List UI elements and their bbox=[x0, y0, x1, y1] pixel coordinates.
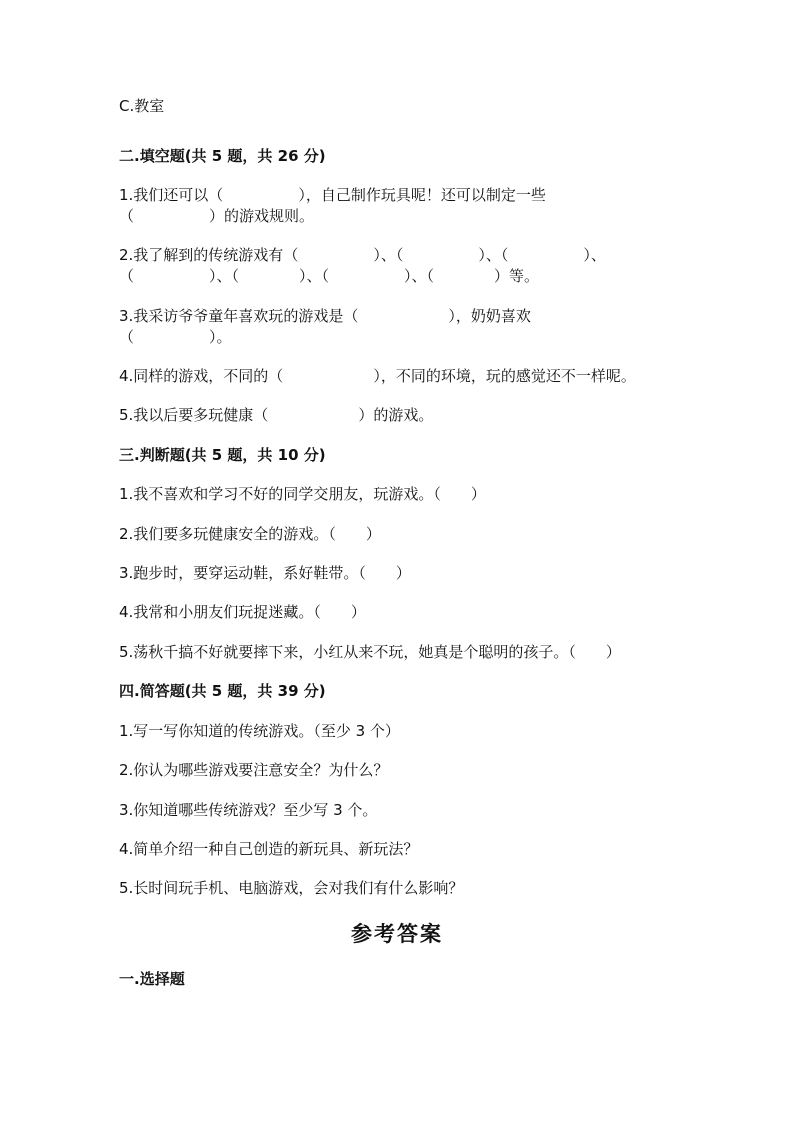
fill-q3-line2: （ ）。 bbox=[119, 328, 232, 346]
fill-q4: 4.同样的游戏，不同的（ ），不同的环境，玩的感觉还不一样呢。 bbox=[119, 367, 636, 385]
fill-q1-line1: 1.我们还可以（ ），自己制作玩具呢！还可以制定一些 bbox=[119, 186, 546, 204]
short-q4: 4.简单介绍一种自己创造的新玩具、新玩法？ bbox=[119, 840, 419, 858]
short-q2: 2.你认为哪些游戏要注意安全？为什么？ bbox=[119, 761, 389, 779]
answers-section1-heading: 一.选择题 bbox=[119, 970, 185, 988]
fill-q3-line1: 3.我采访爷爷童年喜欢玩的游戏是（ ），奶奶喜欢 bbox=[119, 307, 531, 325]
judge-q1: 1.我不喜欢和学习不好的同学交朋友，玩游戏。（ ） bbox=[119, 485, 486, 503]
choice-option-c: C.教室 bbox=[119, 97, 165, 115]
short-q5: 5.长时间玩手机、电脑游戏，会对我们有什么影响？ bbox=[119, 879, 464, 897]
fill-q2-line1: 2.我了解到的传统游戏有（ ）、（ ）、（ ）、 bbox=[119, 246, 606, 264]
short-q1: 1.写一写你知道的传统游戏。（至少 3 个） bbox=[119, 722, 400, 740]
short-section-heading: 四.简答题(共 5 题，共 39 分) bbox=[119, 682, 326, 700]
judge-q4: 4.我常和小朋友们玩捉迷藏。（ ） bbox=[119, 603, 366, 621]
fill-q5: 5.我以后要多玩健康（ ）的游戏。 bbox=[119, 406, 434, 424]
judge-q2: 2.我们要多玩健康安全的游戏。（ ） bbox=[119, 525, 381, 543]
fill-section-heading: 二.填空题(共 5 题，共 26 分) bbox=[119, 147, 326, 165]
answers-title: 参考答案 bbox=[351, 921, 443, 946]
judge-q3: 3.跑步时，要穿运动鞋，系好鞋带。（ ） bbox=[119, 564, 411, 582]
short-q3: 3.你知道哪些传统游戏？至少写 3 个。 bbox=[119, 801, 378, 819]
judge-section-heading: 三.判断题(共 5 题，共 10 分) bbox=[119, 446, 326, 464]
fill-q2-line2: （ ）、（ ）、（ ）、（ ）等。 bbox=[119, 267, 540, 285]
fill-q1-line2: （ ）的游戏规则。 bbox=[119, 207, 315, 225]
judge-q5: 5.荡秋千搞不好就要摔下来，小红从来不玩，她真是个聪明的孩子。（ ） bbox=[119, 643, 621, 661]
